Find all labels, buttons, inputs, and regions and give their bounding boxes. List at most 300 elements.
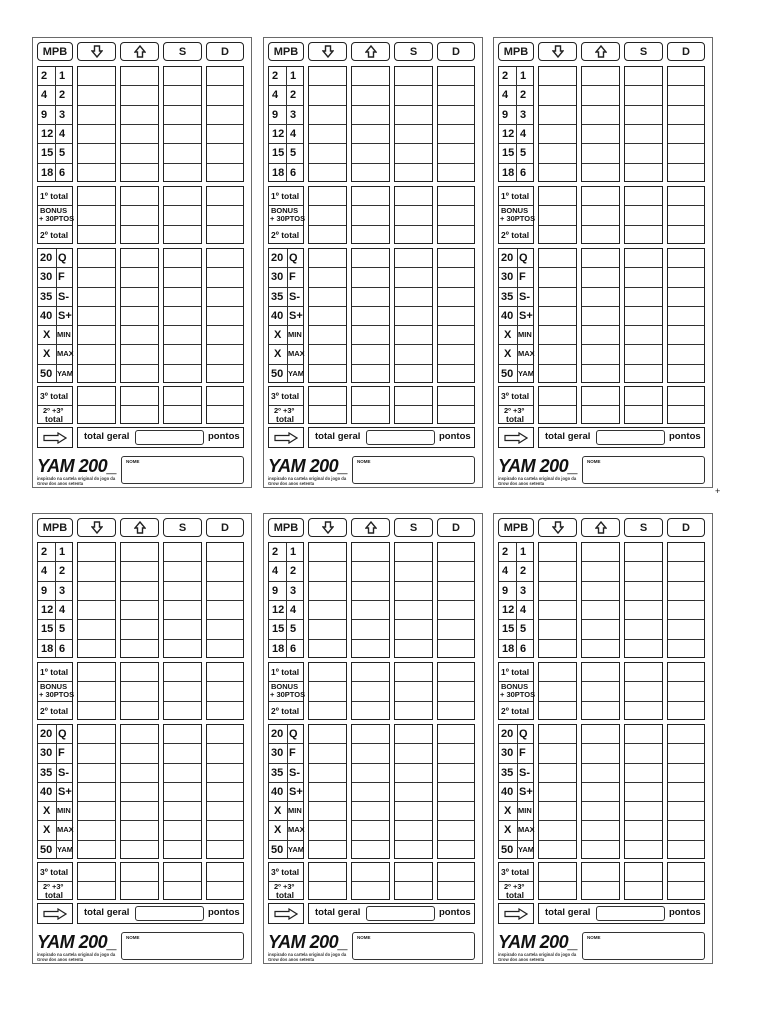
- lower-down-column[interactable]: [308, 724, 347, 859]
- score-cell-divider: [164, 225, 201, 226]
- upper-face-label: 6: [290, 642, 297, 655]
- third-total-label: 3º total: [501, 391, 530, 401]
- totals1-up-column[interactable]: [351, 186, 390, 244]
- score-cell-divider: [164, 743, 201, 744]
- upper-face-label: 3: [59, 108, 66, 121]
- down-column-header: [308, 42, 347, 61]
- sheet-6: [493, 513, 713, 964]
- score-cell-divider: [164, 600, 201, 601]
- lower-s-column[interactable]: [624, 724, 663, 859]
- totals2-up-column[interactable]: [120, 386, 159, 424]
- totals1-d-column[interactable]: [667, 186, 705, 244]
- score-cell-divider: [78, 561, 115, 562]
- d-label: D: [221, 45, 229, 58]
- upper-face-label: 4: [290, 604, 297, 616]
- row-divider: [38, 143, 72, 144]
- first-total-label: 1º total: [501, 191, 530, 201]
- score-cell-divider: [352, 205, 389, 206]
- totals2-up-column[interactable]: [351, 386, 390, 424]
- upper-down-column[interactable]: [538, 542, 577, 658]
- score-cell-divider: [582, 782, 619, 783]
- total-geral-input[interactable]: [135, 906, 204, 921]
- lower-d-column[interactable]: [667, 724, 705, 859]
- lower-points-label: 20: [40, 728, 53, 740]
- lower-points-label: X: [274, 329, 282, 342]
- sum-total-word-label: total: [506, 890, 524, 900]
- score-cell-divider: [164, 325, 201, 326]
- lower-points-label: 35: [271, 766, 284, 779]
- row-divider: [38, 344, 72, 345]
- total-geral-input[interactable]: [596, 906, 665, 921]
- totals1-down-column[interactable]: [538, 662, 577, 720]
- score-cell-divider: [539, 701, 576, 702]
- lower-down-column[interactable]: [538, 724, 577, 859]
- score-cell-divider: [539, 619, 576, 620]
- totals1-d-column[interactable]: [437, 662, 475, 720]
- sum-total-label: 2º +3º: [504, 882, 525, 891]
- lower-s-column[interactable]: [394, 724, 433, 859]
- totals1-down-column[interactable]: [77, 662, 116, 720]
- totals2-labels-block: [37, 386, 73, 424]
- upper-points-label: 4: [272, 89, 279, 102]
- score-cell-divider: [352, 287, 389, 288]
- second-total-label: 2º total: [40, 229, 69, 240]
- brand-title: YAM 200_: [37, 456, 117, 476]
- upper-points-label: 9: [272, 584, 279, 597]
- arrow-down-icon: [552, 45, 564, 58]
- totals2-d-column[interactable]: [667, 862, 705, 900]
- score-cell-divider: [309, 561, 346, 562]
- score-cell-divider: [582, 681, 619, 682]
- score-cell-divider: [121, 225, 158, 226]
- lower-s-column[interactable]: [163, 248, 202, 383]
- upper-points-label: 18: [41, 166, 54, 179]
- totals1-labels-block: [37, 186, 73, 244]
- total-geral-input[interactable]: [596, 430, 665, 445]
- upper-up-column[interactable]: [351, 542, 390, 658]
- score-cell-divider: [438, 124, 474, 125]
- upper-down-column[interactable]: [538, 66, 577, 182]
- score-cell-divider: [78, 267, 115, 268]
- second-total-label: 2º total: [271, 229, 300, 240]
- row-divider: [269, 701, 303, 702]
- totals1-labels-block: [268, 186, 304, 244]
- arrow-down-icon: [552, 521, 564, 534]
- upper-d-column[interactable]: [667, 542, 705, 658]
- upper-points-label: 9: [41, 108, 48, 121]
- lower-down-column[interactable]: [77, 248, 116, 383]
- sum-total-word-label: total: [45, 890, 63, 900]
- score-cell-divider: [668, 581, 704, 582]
- lower-d-column[interactable]: [206, 248, 244, 383]
- totals1-s-column[interactable]: [394, 662, 433, 720]
- score-cell-divider: [207, 820, 243, 821]
- upper-s-column[interactable]: [163, 66, 202, 182]
- brand-subtitle: inspirado na cartela original do jogo da Grow dos anos setenta: [37, 476, 116, 487]
- upper-points-label: 4: [502, 565, 509, 578]
- totals2-down-column[interactable]: [77, 862, 116, 900]
- lower-up-column[interactable]: [351, 248, 390, 383]
- score-cell-divider: [625, 743, 662, 744]
- score-cell-divider: [352, 743, 389, 744]
- lower-s-column[interactable]: [624, 248, 663, 383]
- upper-down-column[interactable]: [308, 66, 347, 182]
- score-cell-divider: [539, 105, 576, 106]
- lower-labels-block: [37, 724, 73, 859]
- upper-s-column[interactable]: [163, 542, 202, 658]
- down-column-header: [308, 518, 347, 537]
- down-column-header: [538, 518, 577, 537]
- row-divider: [499, 344, 533, 345]
- nome-field[interactable]: [352, 456, 475, 484]
- arrow-down-icon: [91, 521, 103, 534]
- totals2-d-column[interactable]: [437, 862, 475, 900]
- score-cell-divider: [582, 600, 619, 601]
- upper-d-column[interactable]: [206, 66, 244, 182]
- upper-points-label: 9: [272, 108, 279, 121]
- score-cell-divider: [582, 287, 619, 288]
- upper-up-column[interactable]: [120, 66, 159, 182]
- score-cell-divider: [668, 701, 704, 702]
- totals2-s-column[interactable]: [394, 862, 433, 900]
- sheet-3: [493, 37, 713, 488]
- score-cell-divider: [438, 344, 474, 345]
- lower-d-column[interactable]: [667, 248, 705, 383]
- totals1-up-column[interactable]: [351, 662, 390, 720]
- lower-s-column[interactable]: [394, 248, 433, 383]
- brand-title: YAM 200_: [498, 456, 578, 476]
- score-cell-divider: [78, 405, 115, 406]
- row-divider: [38, 600, 72, 601]
- lower-points-label: 40: [501, 785, 514, 798]
- lower-code-label: S+: [289, 309, 303, 322]
- upper-points-label: 4: [272, 565, 279, 578]
- upper-face-label: 4: [520, 604, 527, 616]
- row-divider: [38, 581, 72, 582]
- d-column-header: [667, 518, 705, 537]
- score-cell-divider: [539, 287, 576, 288]
- score-cell-divider: [625, 85, 662, 86]
- score-cell-divider: [668, 85, 704, 86]
- totals1-labels-block: [268, 662, 304, 720]
- row-divider: [269, 619, 303, 620]
- score-cell-divider: [582, 325, 619, 326]
- row-divider: [269, 287, 303, 288]
- score-cell-divider: [582, 225, 619, 226]
- score-cell-divider: [582, 405, 619, 406]
- score-cell-divider: [625, 267, 662, 268]
- score-cell-divider: [164, 681, 201, 682]
- score-cell-divider: [352, 619, 389, 620]
- score-cell-divider: [395, 163, 432, 164]
- score-cell-divider: [582, 840, 619, 841]
- nome-field[interactable]: [121, 932, 244, 960]
- lower-points-label: 50: [501, 843, 514, 856]
- row-divider: [38, 561, 72, 562]
- totals1-labels-block: [498, 662, 534, 720]
- lower-up-column[interactable]: [120, 724, 159, 859]
- totals1-d-column[interactable]: [667, 662, 705, 720]
- lower-down-column[interactable]: [77, 724, 116, 859]
- first-total-label: 1º total: [271, 667, 300, 677]
- score-cell-divider: [352, 600, 389, 601]
- total-geral-input[interactable]: [135, 430, 204, 445]
- upper-labels-block: [37, 542, 73, 658]
- score-cell-divider: [309, 701, 346, 702]
- arrow-right-icon: [504, 908, 528, 920]
- row-divider: [38, 701, 72, 702]
- nome-field[interactable]: [582, 932, 705, 960]
- totals1-down-column[interactable]: [538, 186, 577, 244]
- score-cell-divider: [625, 287, 662, 288]
- upper-face-label: 3: [520, 584, 527, 597]
- upper-face-label: 3: [520, 108, 527, 121]
- lower-points-label: 20: [501, 252, 514, 264]
- score-cell-divider: [309, 743, 346, 744]
- score-cell-divider: [164, 561, 201, 562]
- totals2-s-column[interactable]: [624, 862, 663, 900]
- pontos-label: pontos: [439, 907, 471, 918]
- totals1-d-column[interactable]: [206, 662, 244, 720]
- brand-subtitle: inspirado na cartela original do jogo da Grow dos anos setenta: [37, 952, 116, 963]
- upper-down-column[interactable]: [77, 542, 116, 658]
- score-cell-divider: [164, 205, 201, 206]
- totals2-up-column[interactable]: [581, 862, 620, 900]
- lower-d-column[interactable]: [437, 248, 475, 383]
- totals1-up-column[interactable]: [120, 662, 159, 720]
- total-geral-input[interactable]: [366, 430, 435, 445]
- score-cell-divider: [438, 701, 474, 702]
- nome-label: NOME: [126, 459, 140, 464]
- nome-field[interactable]: [121, 456, 244, 484]
- sum-total-label: 2º +3º: [43, 406, 64, 415]
- totals1-d-column[interactable]: [437, 186, 475, 244]
- totals1-s-column[interactable]: [163, 662, 202, 720]
- lower-points-label: X: [43, 329, 51, 342]
- row-divider: [38, 840, 72, 841]
- lower-points-label: 20: [501, 728, 514, 740]
- score-cell-divider: [352, 639, 389, 640]
- totals2-s-column[interactable]: [163, 386, 202, 424]
- lower-down-column[interactable]: [308, 248, 347, 383]
- lower-d-column[interactable]: [206, 724, 244, 859]
- score-cell-divider: [395, 881, 432, 882]
- score-cell-divider: [539, 405, 576, 406]
- mpb-label: MPB: [42, 521, 68, 534]
- upper-s-column[interactable]: [624, 66, 663, 182]
- lower-d-column[interactable]: [437, 724, 475, 859]
- totals2-down-column[interactable]: [308, 862, 347, 900]
- lower-points-label: 30: [501, 271, 514, 284]
- lower-points-label: X: [274, 805, 282, 818]
- row-divider: [269, 581, 303, 582]
- upper-points-label: 9: [41, 584, 48, 597]
- totals2-s-column[interactable]: [624, 386, 663, 424]
- arrow-up-icon: [134, 45, 146, 58]
- score-cell-divider: [438, 619, 474, 620]
- totals2-labels-block: [498, 862, 534, 900]
- totals1-d-column[interactable]: [206, 186, 244, 244]
- lower-points-label: X: [43, 805, 51, 818]
- score-cell-divider: [625, 124, 662, 125]
- total-geral-row: [308, 427, 475, 448]
- totals2-s-column[interactable]: [394, 386, 433, 424]
- total-geral-input[interactable]: [366, 906, 435, 921]
- lower-points-label: 40: [40, 785, 53, 798]
- upper-down-column[interactable]: [77, 66, 116, 182]
- score-cell-divider: [395, 287, 432, 288]
- bonus-label: BONUS: [501, 682, 529, 692]
- second-total-label: 2º total: [501, 705, 530, 716]
- score-cell-divider: [78, 143, 115, 144]
- row-divider: [499, 840, 533, 841]
- score-cell-divider: [352, 881, 389, 882]
- totals2-down-column[interactable]: [538, 862, 577, 900]
- score-cell-divider: [625, 820, 662, 821]
- score-cell-divider: [395, 344, 432, 345]
- score-cell-divider: [309, 163, 346, 164]
- totals1-up-column[interactable]: [581, 662, 620, 720]
- score-cell-divider: [668, 225, 704, 226]
- totals1-up-column[interactable]: [581, 186, 620, 244]
- totals2-down-column[interactable]: [308, 386, 347, 424]
- row-divider: [499, 364, 533, 365]
- score-cell-divider: [207, 801, 243, 802]
- totals2-up-column[interactable]: [120, 862, 159, 900]
- lower-code-label: MAX: [288, 825, 305, 835]
- row-divider: [499, 325, 533, 326]
- sum-total-word-label: total: [276, 890, 294, 900]
- s-label: S: [178, 45, 187, 58]
- score-cell-divider: [539, 225, 576, 226]
- score-cell-divider: [121, 85, 158, 86]
- lower-down-column[interactable]: [538, 248, 577, 383]
- score-cell-divider: [395, 143, 432, 144]
- score-cell-divider: [352, 306, 389, 307]
- score-cell-divider: [582, 105, 619, 106]
- upper-up-column[interactable]: [120, 542, 159, 658]
- totals2-d-column[interactable]: [206, 386, 244, 424]
- total-geral-row: [538, 427, 705, 448]
- score-cell-divider: [539, 325, 576, 326]
- totals2-d-column[interactable]: [437, 386, 475, 424]
- row-divider: [269, 743, 303, 744]
- upper-up-column[interactable]: [581, 66, 620, 182]
- score-cell-divider: [539, 600, 576, 601]
- upper-points-label: 2: [41, 546, 48, 558]
- upper-points-label: 2: [272, 70, 279, 82]
- upper-face-label: 5: [290, 147, 297, 160]
- score-cell-divider: [668, 306, 704, 307]
- upper-face-label: 6: [290, 166, 297, 179]
- score-cell-divider: [395, 225, 432, 226]
- score-cell-divider: [668, 124, 704, 125]
- upper-d-column[interactable]: [667, 66, 705, 182]
- lower-up-column[interactable]: [581, 724, 620, 859]
- totals2-down-column[interactable]: [77, 386, 116, 424]
- row-divider: [499, 561, 533, 562]
- upper-points-label: 18: [41, 642, 54, 655]
- upper-up-column[interactable]: [351, 66, 390, 182]
- score-cell-divider: [539, 205, 576, 206]
- upper-points-label: 15: [41, 147, 54, 160]
- upper-s-column[interactable]: [394, 66, 433, 182]
- totals2-s-column[interactable]: [163, 862, 202, 900]
- lower-code-label: YAM: [518, 844, 534, 854]
- score-cell-divider: [78, 225, 115, 226]
- upper-d-column[interactable]: [206, 542, 244, 658]
- totals2-up-column[interactable]: [351, 862, 390, 900]
- totals1-up-column[interactable]: [120, 186, 159, 244]
- upper-d-column[interactable]: [437, 542, 475, 658]
- row-divider: [38, 306, 72, 307]
- lower-s-column[interactable]: [163, 724, 202, 859]
- score-cell-divider: [121, 364, 158, 365]
- score-cell-divider: [395, 405, 432, 406]
- totals1-down-column[interactable]: [308, 662, 347, 720]
- score-cell-divider: [309, 763, 346, 764]
- totals1-down-column[interactable]: [308, 186, 347, 244]
- totals2-d-column[interactable]: [667, 386, 705, 424]
- upper-down-column[interactable]: [308, 542, 347, 658]
- row-divider: [269, 763, 303, 764]
- score-cell-divider: [582, 701, 619, 702]
- totals1-s-column[interactable]: [624, 662, 663, 720]
- score-cell-divider: [78, 85, 115, 86]
- total-geral-label: total geral: [545, 907, 591, 918]
- lower-points-label: 50: [40, 367, 53, 380]
- score-cell-divider: [121, 344, 158, 345]
- totals2-down-column[interactable]: [538, 386, 577, 424]
- score-cell-divider: [309, 581, 346, 582]
- score-cell-divider: [395, 820, 432, 821]
- nome-field[interactable]: [352, 932, 475, 960]
- totals1-s-column[interactable]: [624, 186, 663, 244]
- nome-field[interactable]: [582, 456, 705, 484]
- score-cell-divider: [164, 782, 201, 783]
- upper-points-label: 2: [502, 546, 509, 558]
- arrow-down-icon: [91, 45, 103, 58]
- totals1-down-column[interactable]: [77, 186, 116, 244]
- totals2-d-column[interactable]: [206, 862, 244, 900]
- upper-labels-block: [498, 542, 534, 658]
- upper-points-label: 12: [41, 128, 54, 140]
- score-cell-divider: [539, 801, 576, 802]
- score-cell-divider: [78, 840, 115, 841]
- s-label: S: [178, 521, 187, 534]
- totals2-up-column[interactable]: [581, 386, 620, 424]
- d-label: D: [682, 45, 690, 58]
- score-cell-divider: [164, 287, 201, 288]
- totals1-s-column[interactable]: [163, 186, 202, 244]
- arrow-up-icon: [595, 45, 607, 58]
- upper-s-column[interactable]: [624, 542, 663, 658]
- down-column-header: [77, 42, 116, 61]
- lower-up-column[interactable]: [581, 248, 620, 383]
- totals1-s-column[interactable]: [394, 186, 433, 244]
- row-divider: [499, 306, 533, 307]
- score-cell-divider: [352, 85, 389, 86]
- upper-s-column[interactable]: [394, 542, 433, 658]
- upper-up-column[interactable]: [581, 542, 620, 658]
- score-cell-divider: [309, 405, 346, 406]
- score-cell-divider: [121, 143, 158, 144]
- score-cell-divider: [668, 743, 704, 744]
- lower-up-column[interactable]: [120, 248, 159, 383]
- lower-up-column[interactable]: [351, 724, 390, 859]
- up-column-header: [351, 518, 390, 537]
- upper-d-column[interactable]: [437, 66, 475, 182]
